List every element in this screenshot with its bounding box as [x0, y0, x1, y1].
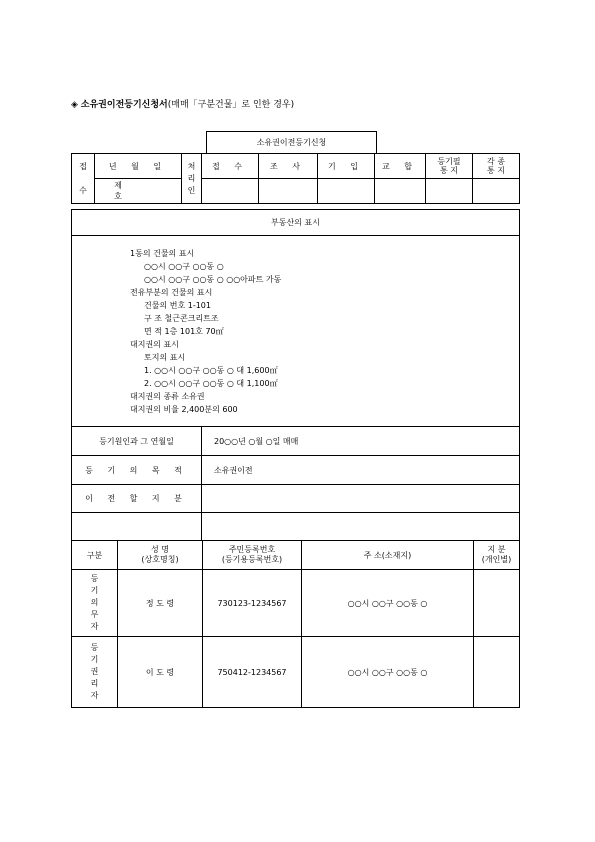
col-receipt: 접 수	[202, 154, 259, 179]
obligor-id: 730123-1234567	[203, 570, 302, 637]
parties-header-name: 성 명 (상호명칭)	[118, 541, 203, 570]
date-cell	[95, 154, 182, 179]
purpose-label: 등 기 의 목 적	[72, 456, 202, 485]
col-entry: 기 입	[318, 154, 375, 179]
form-subtitle: (매매「구분건물」로 인한 경우)	[167, 100, 295, 110]
unit-number-line: 건물의 번호 1-101	[144, 301, 211, 310]
receipt-blank	[202, 179, 259, 204]
processor-label	[182, 154, 202, 204]
diamond-icon: ◈	[71, 100, 78, 110]
application-label-box	[206, 131, 377, 153]
land-right-ratio: 대지권의 비율 2,400분의 600	[130, 405, 238, 414]
document-title	[71, 97, 294, 110]
building-address-line: ○○시 ○○구 ○○동 ○	[144, 262, 224, 271]
land-item-1: 1. ○○시 ○○구 ○○동 ○ 대 1,600㎡	[144, 366, 278, 375]
entry-blank	[318, 179, 375, 204]
blank-label	[72, 513, 202, 541]
obligee-kind: 등 기 권 리 자	[72, 637, 118, 708]
cause-label: 등기원인과 그 연월일	[72, 427, 202, 456]
notice-misc-blank	[473, 179, 520, 204]
share-label: 이 전 할 지 분	[72, 485, 202, 513]
land-right-heading: 대지권의 표시	[130, 340, 179, 349]
blank-value	[202, 513, 520, 541]
parties-table	[71, 540, 520, 708]
share-value	[202, 485, 520, 513]
property-heading: 부동산의 표시	[271, 218, 320, 227]
check-blank	[375, 179, 426, 204]
obligee-name: 이 도 령	[118, 637, 203, 708]
obligor-address: ○○시 ○○구 ○○동 ○	[302, 570, 474, 637]
land-right-type: 대지권의 종류 소유권	[130, 392, 205, 401]
unit-area-line: 면 적 1층 101호 70㎡	[144, 327, 224, 336]
processor-text: 처 리 인	[187, 161, 196, 195]
purpose-value: 소유권이전	[202, 456, 520, 485]
application-label: 소유권이전등기신청	[256, 138, 327, 147]
parties-header-kind: 구분	[72, 541, 118, 570]
number-cell: 제 호	[95, 179, 182, 204]
parties-header-address: 주 소(소재지)	[302, 541, 474, 570]
col-notice-misc: 각 종 통 지	[473, 154, 520, 179]
property-body	[71, 235, 520, 427]
col-review: 조 사	[259, 154, 318, 179]
form-title: 소유권이전등기신청서	[80, 100, 168, 110]
land-heading: 토지의 표시	[144, 353, 186, 362]
col-check: 교 합	[375, 154, 426, 179]
obligee-address: ○○시 ○○구 ○○동 ○	[302, 637, 474, 708]
parties-header-share: 지 분 (개인별)	[474, 541, 520, 570]
cause-value: 20○○년 ○월 ○일 매매	[202, 427, 520, 456]
col-notice-done: 등기필 통 지	[426, 154, 473, 179]
obligor-share	[474, 570, 520, 637]
property-heading-box	[71, 209, 520, 236]
table-row	[72, 570, 520, 637]
registration-fields	[71, 426, 520, 541]
receipt-table	[71, 153, 520, 204]
obligee-share	[474, 637, 520, 708]
review-blank	[259, 179, 318, 204]
building-apartment-line: ○○시 ○○구 ○○동 ○ ○○아파트 가동	[144, 275, 282, 284]
date-label: 년 월 일	[108, 161, 168, 171]
unit-structure-line: 구 조 철근콘크리트조	[144, 314, 219, 323]
obligor-kind: 등 기 의 무 자	[72, 570, 118, 637]
land-item-2: 2. ○○시 ○○구 ○○동 ○ 대 1,100㎡	[144, 379, 278, 388]
parties-header-id: 주민등록번호 (등기용등록번호)	[203, 541, 302, 570]
receipt-text: 접 수	[79, 161, 87, 195]
obligee-id: 750412-1234567	[203, 637, 302, 708]
unit-heading: 전유부분의 건물의 표시	[130, 288, 213, 297]
building-heading: 1동의 건물의 표시	[130, 249, 195, 258]
receipt-label	[72, 154, 95, 204]
notice-done-blank	[426, 179, 473, 204]
obligor-name: 정 도 령	[118, 570, 203, 637]
table-row	[72, 637, 520, 708]
